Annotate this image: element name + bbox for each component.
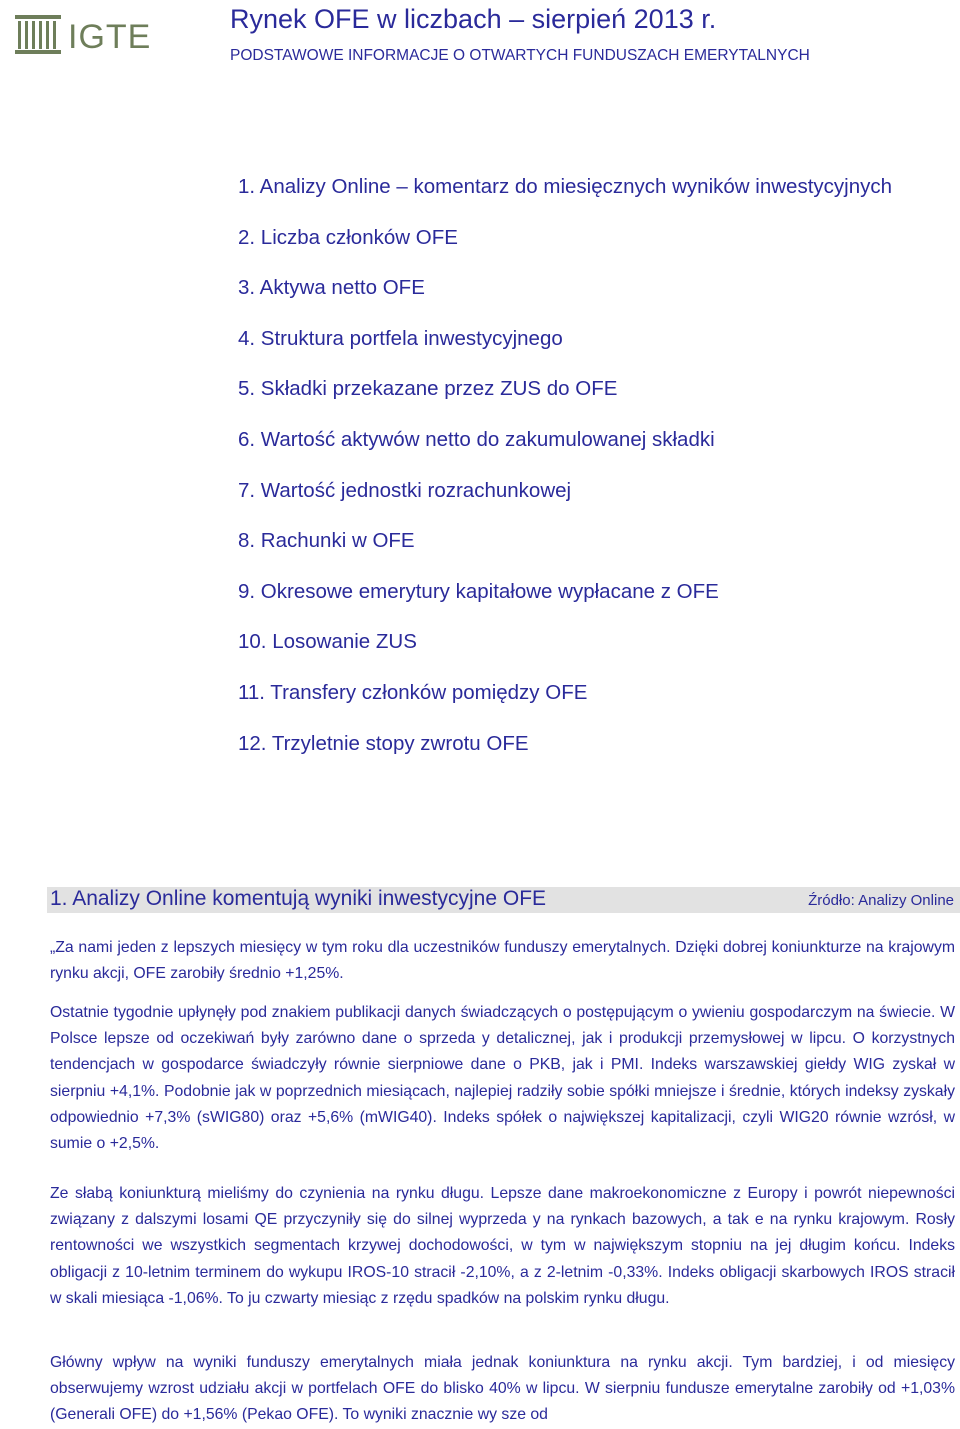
toc-item-6[interactable]: 6. Wartość aktywów netto do zakumulowanej składki <box>238 427 715 451</box>
toc-item-8[interactable]: 8. Rachunki w OFE <box>238 529 415 553</box>
paragraph-intro: „Za nami jeden z lepszych miesięcy w tym roku dla uczestników funduszy emerytalnych. Dzięki dobrej koniunkturze na krajowym rynku akcji, OFE zarobiły średnio +1,25%. <box>50 939 955 983</box>
paragraph-bonds: Ze słabą koniunkturą mieliśmy do czynienia na rynku długu. Lepsze dane makroekonomiczne z Europy i powrót niepewności związany z dalszymi losami QE przyczyniły się do silnej wyprzeda y na rynkach bazowych, a tak e na rynku krajowym. Rosły rentowności we wszystkich segmentach krzywej dochodowości, w tym w największym stopniu na jej długim końcu. Indeks obligacji z 10-letnim terminem do wykupu IROS-10 stracił -2,10%, a z 2-letnim -0,33%. Indeks obligacji skarbowych IROS stracił w skali miesiąca -1,06%. To ju czwarty miesiąc z rzędu spadków na polskim rynku długu. <box>50 1185 955 1307</box>
igte-logo <box>14 12 152 56</box>
toc-item-2[interactable]: 2. Liczba członków OFE <box>238 225 458 249</box>
toc-item-10[interactable]: 10. Losowanie ZUS <box>238 630 417 654</box>
toc-item-4[interactable]: 4. Struktura portfela inwestycyjnego <box>238 326 563 350</box>
toc-item-7[interactable]: 7. Wartość jednostki rozrachunkowej <box>238 478 572 502</box>
column-logo-icon <box>14 12 64 56</box>
page-title: Rynek OFE w liczbach – sierpień 2013 r. <box>230 4 717 34</box>
page-subtitle: PODSTAWOWE INFORMACJE O OTWARTYCH FUNDUSZACH EMERYTALNYCH <box>230 47 810 64</box>
section-title: 1. Analizy Online komentują wyniki inwestycyjne OFE <box>50 887 547 910</box>
toc-item-12[interactable]: 12. Trzyletnie stopy zwrotu OFE <box>238 731 529 755</box>
toc-item-11[interactable]: 11. Transfery członków pomiędzy OFE <box>238 680 588 704</box>
table-of-contents <box>238 175 892 782</box>
logo-text: IGTE <box>68 18 152 56</box>
section-source: Źródło: Analizy Online <box>808 892 954 909</box>
toc-item-3[interactable]: 3. Aktywa netto OFE <box>238 276 425 300</box>
section-header-bar <box>47 887 960 913</box>
toc-item-1[interactable]: 1. Analizy Online – komentarz do miesięcznych wyników inwestycyjnych <box>238 175 892 198</box>
toc-item-9[interactable]: 9. Okresowe emerytury kapitałowe wypłacane z OFE <box>238 579 719 603</box>
paragraph-equities: Ostatnie tygodnie upłynęły pod znakiem publikacji danych świadczących o postępującym o ywieniu gospodarczym na świecie. W Polsce lepsze od oczekiwań były zarówno dane o sprzeda y detalicznej, jak i produkcji przemysłowej w lipcu. O korzystnych tendencjach w gospodarce świadczyły równie sierpniowe dane o PKB, jak i PMI. Indeks warszawskiej giełdy WIG zyskał w sierpniu +4,1%. Podobnie jak w poprzednich miesiącach, najlepiej radziły sobie spółki mniejsze i średnie, których indeksy zyskały odpowiednio +7,3% (sWIG80) oraz +5,6% (mWIG40). Indeks spółek o największej kapitalizacji, czyli WIG20 równie wzrósł, w sumie o +2,5%. <box>50 1004 955 1153</box>
paragraph-results: Główny wpływ na wyniki funduszy emerytalnych miała jednak koniunktura na rynku akcji. Tym bardziej, i od miesięcy obserwujemy wzrost udziału akcji w portfelach OFE do blisko 40% w lipcu. W sierpniu fundusze emerytalne zarobiły od +1,03% (Generali OFE) do +1,56% (Pekao OFE). To wyniki znacznie wy sze od <box>50 1354 955 1424</box>
toc-item-5[interactable]: 5. Składki przekazane przez ZUS do OFE <box>238 377 618 401</box>
